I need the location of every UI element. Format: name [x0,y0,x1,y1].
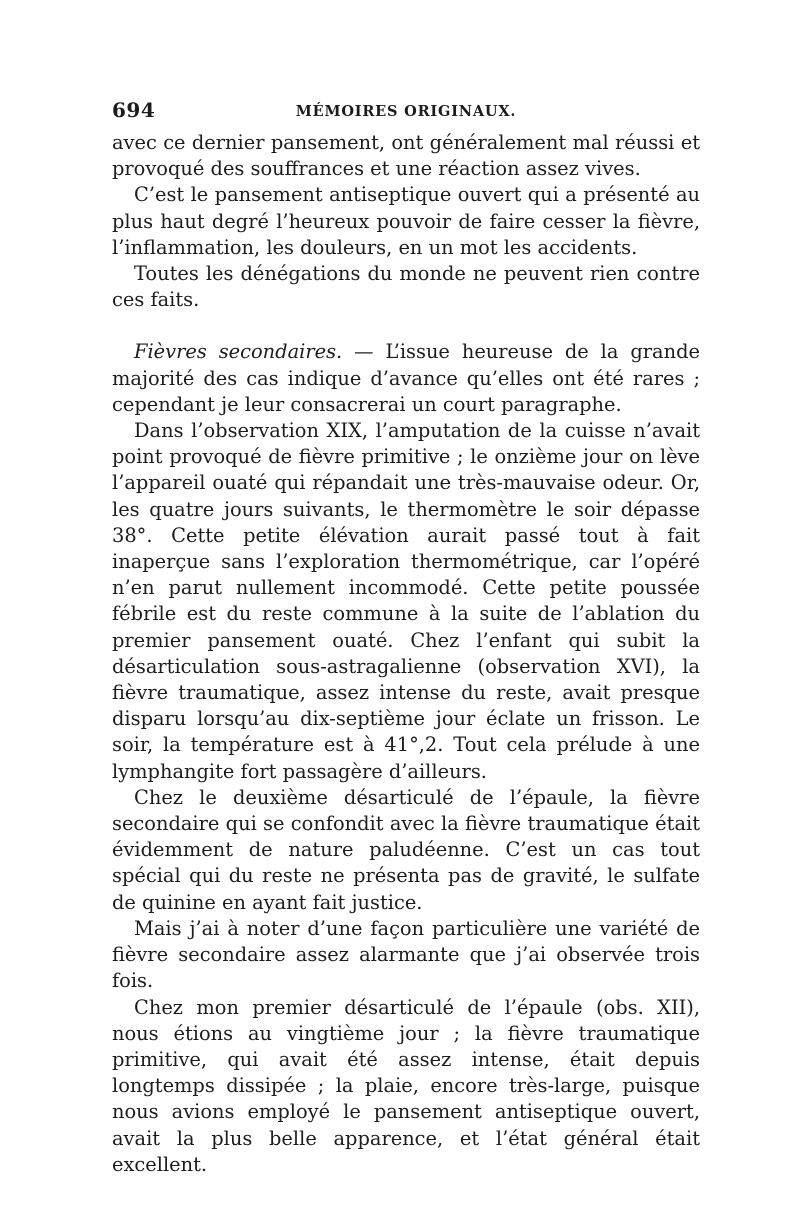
section-intro-text: — L’issue heureuse de la grande majorité des cas indique d’avance qu’elles ont été rares ; cependant je leur consacrerai un court paragraphe. [112,340,700,416]
page-body [112,130,700,1178]
section-heading-secondary-fevers: Fièvres secondaires. [134,340,343,364]
page-number: 694 [112,98,156,122]
paragraph-secondary-fevers [112,339,700,418]
running-head: MÉMOIRES ORIGINAUX. [295,103,517,120]
paragraph-fever-variety: Mais j’ai à noter d’une façon particulière une variété de fièvre secondaire assez alarmante que j’ai observée trois fois. [112,916,700,993]
paragraph-shoulder-case: Chez le deuxième désarticulé de l’épaule, la fièvre secondaire qui se confondit avec la fièvre traumatique était évidemment de nature paludéenne. C’est un cas tout spécial qui du reste ne présenta pas de gravité, le sulfate de quinine en ayant fait justice. [112,785,700,914]
paragraph-continuation: avec ce dernier pansement, ont généralement mal réussi et provoqué des souffrances et une réaction assez vives. [112,131,700,181]
book-page [112,98,700,1178]
paragraph-antiseptic-dressing: C’est le pansement antiseptique ouvert qui a présenté au plus haut degré l’heureux pouvoir de faire cesser la fièvre, l’inflammation, les douleurs, en un mot les accidents. [112,183,700,259]
paragraph-denials: Toutes les dénégations du monde ne peuvent rien contre ces faits. [112,262,700,312]
paragraph-observation-xix: Dans l’observation XIX, l’amputation de la cuisse n’avait point provoqué de fièvre primitive ; le onzième jour on lève l’appareil ouaté qui répandait une très-mauvaise odeur. Or, les quatre jours suivants, le thermomètre le soir dépasse 38°. Cette petite élévation aurait passé tout à fait inaperçue sans l’exploration thermométrique, car l’opéré n’en parut nullement incommodé. Cette petite poussée fébrile est du reste commune à la suite de l’ablation du premier pansement ouaté. Chez l’enfant qui subit la désarticulation sous-astragalienne (observation XVI), la fièvre traumatique, assez intense du reste, avait presque disparu lorsqu’au dix-septième jour éclate un frisson. Le soir, la température est à 41°,2. Tout cela prélude à une lymphangite fort passagère d’ailleurs. [112,419,700,783]
page-header [112,98,700,128]
paragraph-observation-xii: Chez mon premier désarticulé de l’épaule (obs. XII), nous étions au vingtième jour ; la fièvre traumatique primitive, qui avait été assez intense, était depuis longtemps dissipée ; la plaie, encore très-large, puisque nous avions employé le pansement antiseptique ouvert, avait la plus belle apparence, et l’état général était excellent. [112,995,700,1176]
